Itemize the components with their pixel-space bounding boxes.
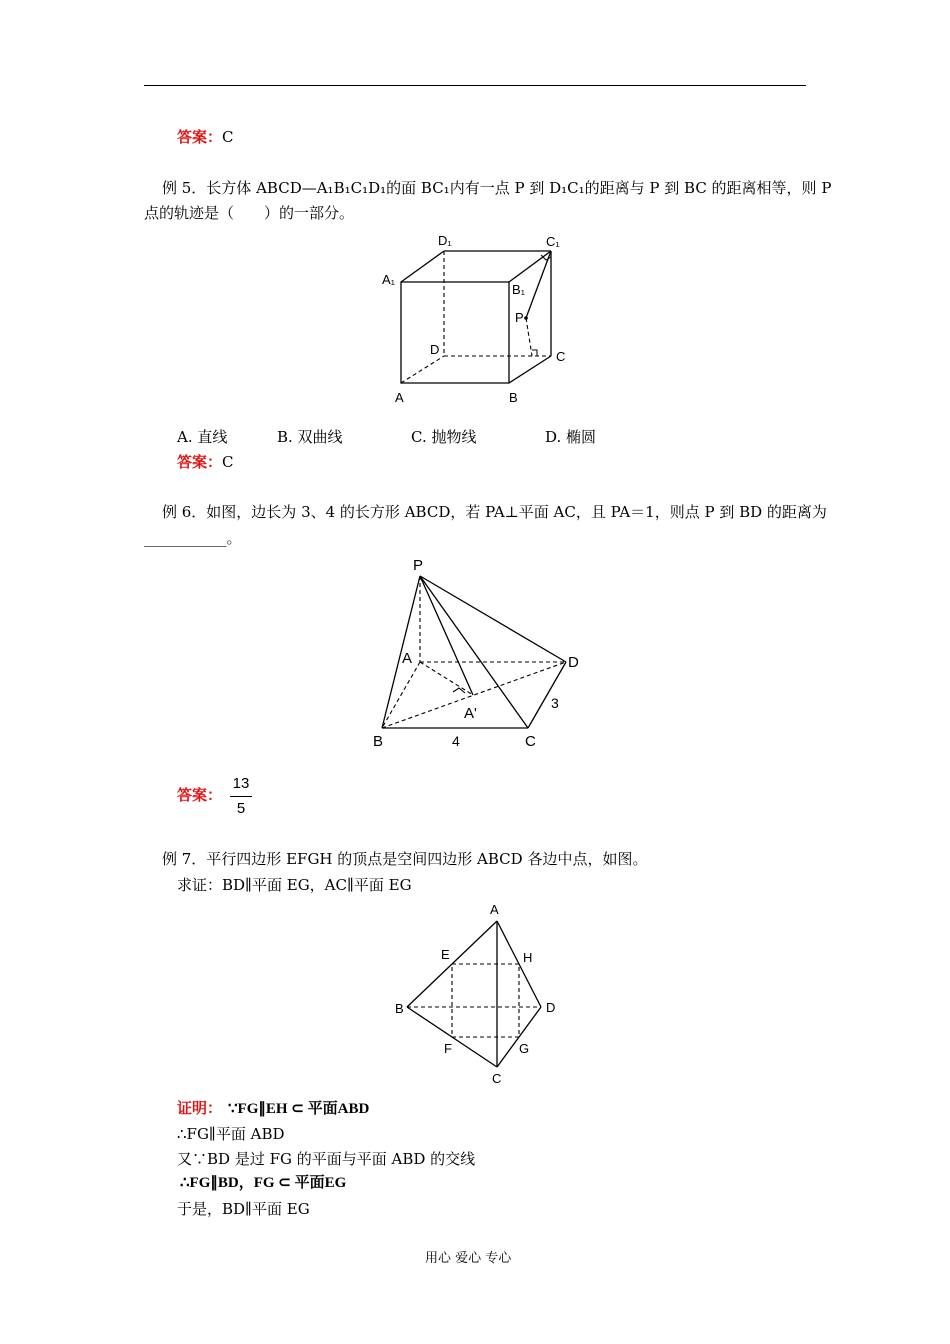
- label-a1: A₁: [382, 272, 396, 287]
- ex7-line1: 例 7．平行四边形 EFGH 的顶点是空间四边形 ABCD 各边中点，如图。: [162, 850, 648, 868]
- ex5-option-c: C. 抛物线: [411, 428, 477, 446]
- fraction-numerator: 13: [232, 775, 250, 792]
- answer-ex4: [177, 128, 234, 146]
- label-b: B: [373, 733, 384, 750]
- ex6-line1: 例 6．如图，边长为 3、4 的长方形 ABCD，若 PA⊥平面 AC，且 PA＝1，则点 P 到 BD 的距离为: [162, 503, 827, 521]
- label-b: B: [395, 1001, 404, 1016]
- ex5-line2: 点的轨迹是（ ）的一部分。: [144, 204, 355, 222]
- ex5-option-a: A. 直线: [177, 428, 228, 446]
- label-h: H: [523, 950, 533, 965]
- edge-pd: [420, 576, 566, 662]
- edge-pb: [382, 576, 420, 728]
- label-a: A: [395, 390, 404, 405]
- proof-line5: 于是，BD∥平面 EG: [177, 1200, 310, 1218]
- ex6-pyramid-figure: [365, 552, 595, 757]
- answer-label: 答案：: [177, 453, 223, 471]
- ex5-line1: 例 5．长方体 ABCD—A₁B₁C₁D₁的面 BC₁内有一点 P 到 D₁C₁的距离与 P 到 BC 的距离相等，则 P: [162, 179, 832, 197]
- fraction-denominator: 5: [236, 800, 246, 817]
- answer-value: C: [222, 128, 234, 146]
- label-c1: C₁: [546, 234, 560, 249]
- segment-pc1: [526, 251, 551, 318]
- label-d: D: [430, 342, 440, 357]
- front-face: [401, 282, 509, 383]
- proof-statement-1: ∵FG∥EH ⊂ 平面ABD: [228, 1101, 370, 1117]
- answer-ex6-fraction: [230, 774, 252, 819]
- segment-p-bc-hidden: [526, 318, 532, 356]
- label-f: F: [444, 1041, 452, 1056]
- label-b: B: [509, 390, 518, 405]
- label-c: C: [556, 349, 566, 364]
- segment-pa-prime: [420, 576, 473, 695]
- label-c: C: [492, 1071, 502, 1086]
- label-a-prime: A': [464, 705, 477, 722]
- proof-label: 证明：: [177, 1099, 223, 1117]
- label-p: P: [515, 310, 524, 325]
- ex5-option-d: D. 椭圆: [545, 428, 597, 446]
- proof-line2: ∴FG∥平面 ABD: [177, 1125, 285, 1143]
- header-rule: [144, 85, 806, 86]
- ex5-option-b: B. 双曲线: [277, 428, 343, 446]
- label-length-bc: 4: [452, 733, 460, 749]
- edge-ad-hidden: [401, 356, 444, 383]
- label-g: G: [519, 1041, 530, 1056]
- label-e: E: [441, 947, 450, 962]
- answer-ex6-label: 答案：: [177, 786, 223, 804]
- proof-line4: ∴FG∥BD，FG ⊂ 平面EG: [180, 1175, 347, 1191]
- edge-a1d1: [401, 251, 444, 282]
- label-d1: D₁: [438, 233, 452, 248]
- label-c: C: [525, 733, 536, 750]
- point-p: [524, 316, 528, 320]
- answer-label: 答案：: [177, 128, 223, 146]
- page-footer: 用心 爱心 专心: [425, 1251, 512, 1266]
- label-b1: B₁: [512, 282, 526, 297]
- parallelogram-efgh: [452, 964, 519, 1037]
- label-a: A: [402, 650, 413, 667]
- label-p: P: [413, 557, 424, 574]
- label-d: D: [568, 654, 579, 671]
- ex7-line2: 求证：BD∥平面 EG，AC∥平面 EG: [177, 876, 412, 894]
- ex5-box-figure: [370, 228, 580, 408]
- proof-line1: [177, 1099, 369, 1118]
- answer-ex5: [177, 453, 234, 471]
- label-d: D: [546, 1000, 556, 1015]
- proof-line3: 又∵BD 是过 FG 的平面与平面 ABD 的交线: [177, 1150, 476, 1168]
- right-angle-bc: [532, 350, 537, 356]
- edge-cd: [528, 662, 566, 728]
- edge-bc: [509, 356, 551, 383]
- label-length-cd: 3: [551, 695, 559, 711]
- answer-value: C: [222, 453, 234, 471]
- fraction-bar: [230, 796, 252, 797]
- edge-ab-hidden: [382, 662, 420, 728]
- label-a: A: [490, 902, 499, 917]
- ex7-tetrahedron-figure: [385, 897, 565, 1089]
- ex6-line2: ___________。: [144, 529, 242, 547]
